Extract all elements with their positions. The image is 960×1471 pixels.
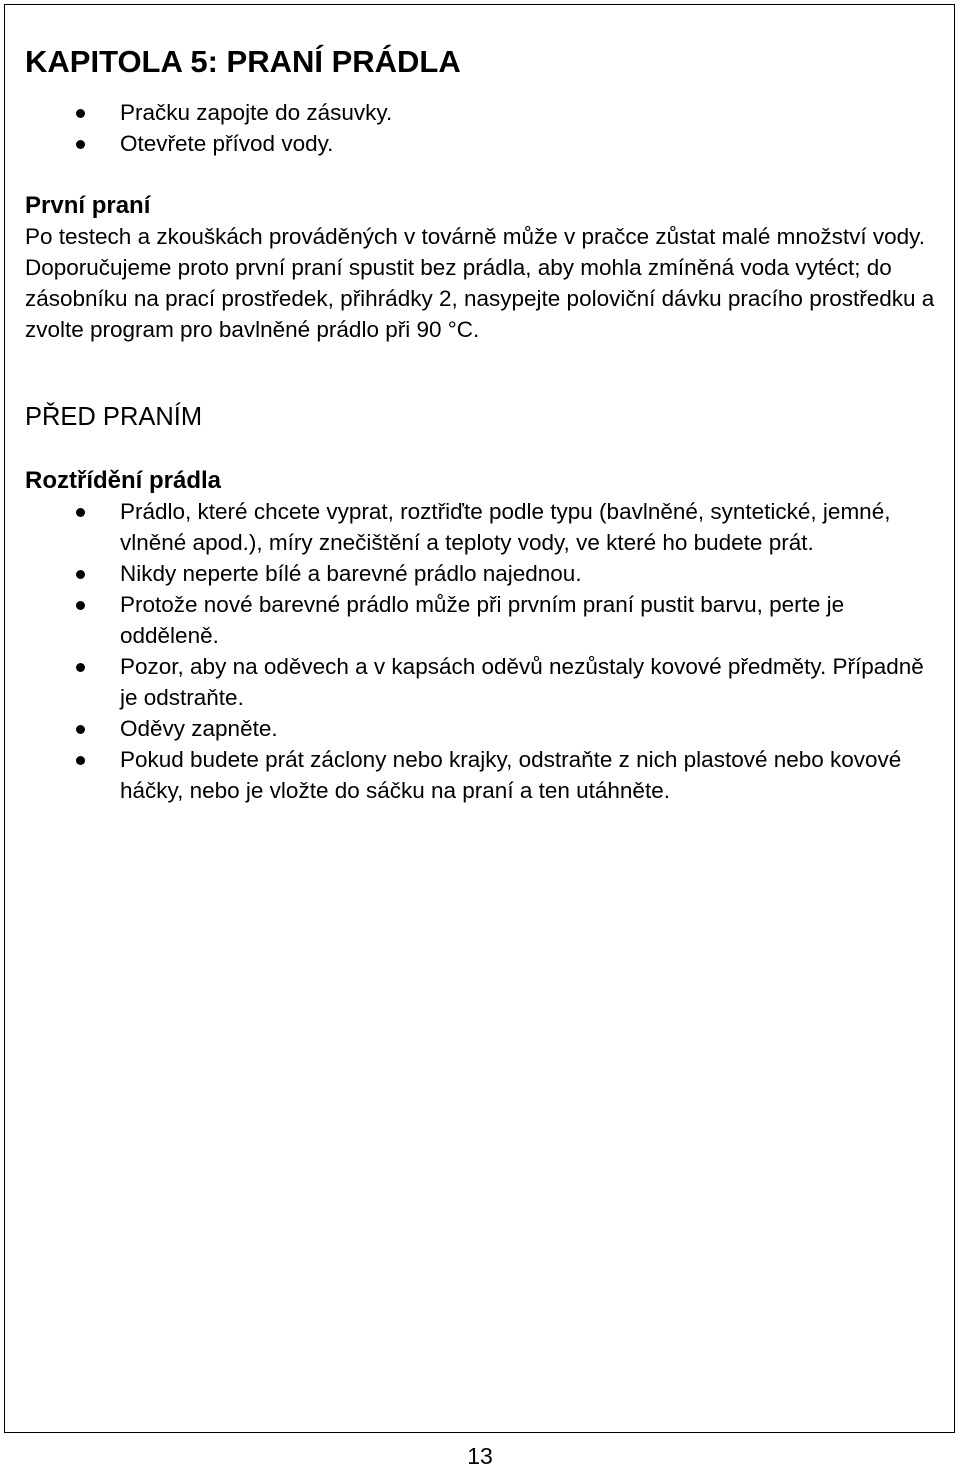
bullet-icon bbox=[76, 140, 85, 149]
list-item bbox=[25, 589, 940, 651]
list-item-text: Oděvy zapněte. bbox=[120, 716, 278, 741]
list-item bbox=[25, 97, 940, 128]
intro-list bbox=[25, 97, 940, 159]
page-number: 13 bbox=[467, 1443, 493, 1469]
list-item bbox=[25, 651, 940, 713]
list-item bbox=[25, 744, 940, 806]
list-item-text: Pozor, aby na oděvech a v kapsách oděvů nezůstaly kovové předměty. Případně je odstraňte. bbox=[120, 654, 924, 710]
bullet-icon bbox=[76, 756, 85, 765]
before-washing-heading: PŘED PRANÍM bbox=[25, 403, 203, 431]
chapter-title: KAPITOLA 5: PRANÍ PRÁDLA bbox=[25, 44, 461, 79]
sorting-heading: Roztřídění prádla bbox=[25, 467, 222, 494]
bullet-icon bbox=[76, 663, 85, 672]
list-item-text: Pokud budete prát záclony nebo krajky, odstraňte z nich plastové nebo kovové háčky, nebo je vložte do sáčku na praní a ten utáhněte. bbox=[120, 747, 902, 803]
first-wash-paragraph: Po testech a zkouškách prováděných v továrně může v pračce zůstat malé množství vody. Doporučujeme proto první praní spustit bez prádla, aby mohla zmíněná voda vytéct; do zásobníku na prací prostředek, přihrádky 2, nasypejte poloviční dávku pracího prostředku a zvolte program pro bavlněné prádlo při 90 °C. bbox=[25, 224, 935, 342]
list-item bbox=[25, 496, 940, 558]
list-item-text: Otevřete přívod vody. bbox=[120, 131, 334, 156]
list-item bbox=[25, 713, 940, 744]
bullet-icon bbox=[76, 725, 85, 734]
list-item-text: Nikdy neperte bílé a barevné prádlo najednou. bbox=[120, 561, 582, 586]
list-item bbox=[25, 558, 940, 589]
bullet-icon bbox=[76, 601, 85, 610]
sorting-list bbox=[25, 496, 940, 806]
bullet-icon bbox=[76, 109, 85, 118]
bullet-icon bbox=[76, 508, 85, 517]
page-content bbox=[25, 42, 940, 806]
list-item bbox=[25, 128, 940, 159]
first-wash-heading: První praní bbox=[25, 192, 151, 219]
list-item-text: Protože nové barevné prádlo může při prvním praní pustit barvu, perte je odděleně. bbox=[120, 592, 845, 648]
list-item-text: Prádlo, které chcete vyprat, roztřiďte podle typu (bavlněné, syntetické, jemné, vlněné apod.), míry znečištění a teploty vody, ve které ho budete prát. bbox=[120, 499, 891, 555]
bullet-icon bbox=[76, 570, 85, 579]
list-item-text: Pračku zapojte do zásuvky. bbox=[120, 100, 393, 125]
